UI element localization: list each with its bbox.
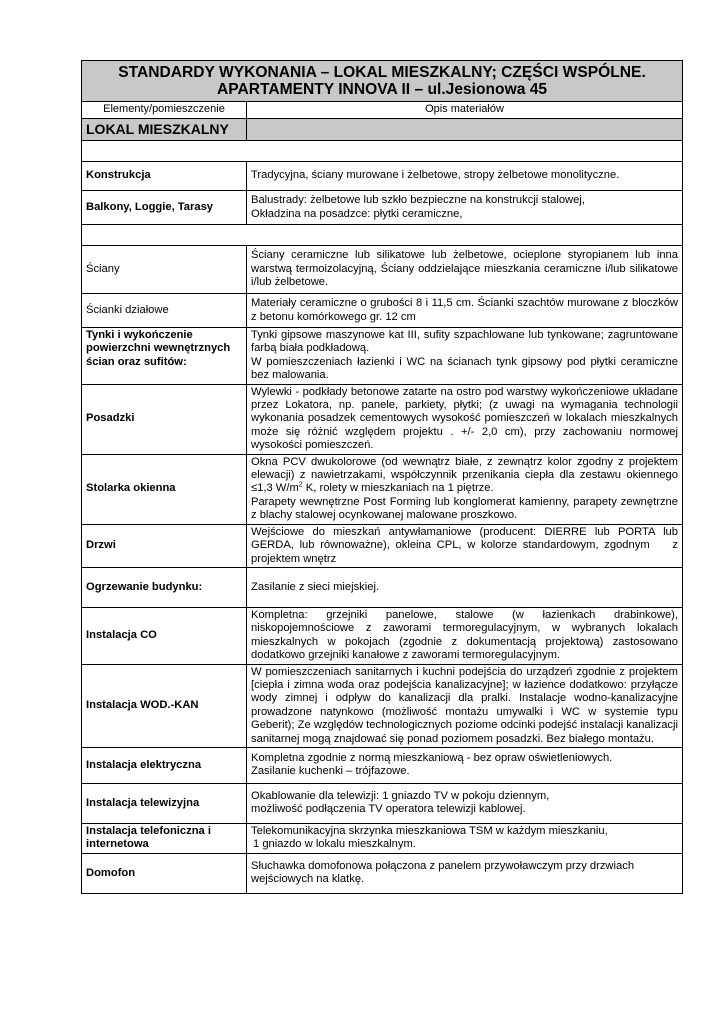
row-drzwi — [82, 524, 683, 567]
column-header-description: Opis materiałów — [247, 102, 683, 119]
row-description: Okablowanie dla telewizji: 1 gniazdo TV w pokoju dziennym, możliwość podłączenia TV operatora telewizji kablowej. — [247, 783, 683, 823]
row-description: W pomieszczeniach sanitarnych i kuchni podejścia do urządzeń zgodnie z projektem [ciepła i zimna woda oraz podejścia kanalizacyjne]; w łazience dodatkowo: przyłącze wody zimnej i odpływ do kanalizacji dla pralki. Instalacje wodno-kanalizacyjne prowadzone natynkowo (możliwość montażu umywalki i WC w systemie typu Geberit); Ze względów technologicznych poziome odcinki podejść instalacji kanalizacji sanitarnej mogą znajdować się ponad poziomem posadzki. Bez białego montażu. — [247, 664, 683, 747]
row-description: Telekomunikacyjna skrzynka mieszkaniowa TSM w każdym mieszkaniu, 1 gniazdo w lokalu mieszkalnym. — [247, 823, 683, 853]
blank-row — [82, 141, 683, 162]
row-description: Materiały ceramiczne o grubości 8 i 11,5 cm. Ścianki szachtów murowane z bloczków z betonu komórkowego gr. 12 cm — [247, 294, 683, 328]
row-description: Wejściowe do mieszkań antywłamaniowe (producent: DIERRE lub PORTA lub GERDA, lub równoważne), okleina CPL, w kolorze standardowym, zgodnym z projektem wnętrz — [247, 524, 683, 567]
row-label: Balkony, Loggie, Tarasy — [82, 191, 247, 225]
row-instalacja-co — [82, 607, 683, 664]
row-ogrzewanie — [82, 567, 683, 607]
row-tynki — [82, 328, 683, 385]
row-label: Tynki i wykończenie powierzchni wewnętrznych ścian oraz sufitów: — [82, 328, 247, 385]
title-line-2: APARTAMENTY INNOVA II – ul.Jesionowa 45 — [216, 81, 548, 98]
row-label: Instalacja telewizyjna — [82, 783, 247, 823]
row-description: Ściany ceramiczne lub silikatowe lub żelbetowe, ocieplone styropianem lub inna warstwą termoizolacyjną, Ściany oddzielające mieszkania ceramiczne i/lub silikatowe i/lub żelbetowe. — [247, 246, 683, 294]
row-label: Drzwi — [82, 524, 247, 567]
row-description: Kompletna: grzejniki panelowe, stalowe (w łazienkach drabinkowe), niskopojemnościowe z zaworami termoregulacyjnym, w wybranych lokalach mieszkalnych w pokojach (zgodnie z dokumentacją projektową) zastosowano dodatkowo grzejniki kanałowe z zaworami termoregulacyjnym. — [247, 607, 683, 664]
document-title — [82, 61, 683, 102]
row-instalacja-telefoniczna — [82, 823, 683, 853]
row-description: Zasilanie z sieci miejskiej. — [247, 567, 683, 607]
row-instalacja-wod-kan — [82, 664, 683, 747]
row-description: Okna PCV dwukolorowe (od wewnątrz białe, z zewnątrz kolor zgodny z projektem elewacji) z nawietrzakami, współczynnik przenikania ciepła dla zestawu okiennego ≤1,3 $W/m^2$ K, rolety w mieszkaniach na 1 piętrze. Parapety wewnętrzne Post Forming lub konglomerat kamienny, parapety zewnętrzne z blachy stalowej ocynkowanej malowane proszkowo. — [247, 454, 683, 524]
row-balkony — [82, 191, 683, 225]
row-label: Stolarka okienna — [82, 454, 247, 524]
row-label: Instalacja telefoniczna i internetowa — [82, 823, 247, 853]
row-label: Ściany — [82, 246, 247, 294]
row-instalacja-telewizyjna — [82, 783, 683, 823]
row-domofon — [82, 853, 683, 893]
row-label: Konstrukcja — [82, 162, 247, 191]
row-label: Instalacja WOD.-KAN — [82, 664, 247, 747]
row-konstrukcja — [82, 162, 683, 191]
title-line-1: STANDARDY WYKONANIA – LOKAL MIESZKALNY; CZĘŚCI WSPÓLNE. — [118, 64, 646, 81]
row-label: Domofon — [82, 853, 247, 893]
row-description: Tynki gipsowe maszynowe kat III, sufity szpachlowane lub tynkowane; zagruntowane farbą biała podkładową. W pomieszczeniach łazienki i WC na ścianach tynk gipsowy pod płytki ceramiczne bez malowania. — [247, 328, 683, 385]
column-header-row — [82, 102, 683, 119]
blank-row — [82, 225, 683, 246]
column-header-elements: Elementy/pomieszczenie — [82, 102, 247, 119]
row-sciany — [82, 246, 683, 294]
row-description: Balustrady: żelbetowe lub szkło bezpieczne na konstrukcji stalowej, Okładzina na posadzce: płytki ceramiczne, — [247, 191, 683, 225]
row-label: Instalacja elektryczna — [82, 747, 247, 783]
row-label: Ogrzewanie budynku: — [82, 567, 247, 607]
row-label: Posadzki — [82, 384, 247, 454]
row-description: Słuchawka domofonowa połączona z panelem przywoławczym przy drzwiach wejściowych na klatkę. — [247, 853, 683, 893]
row-stolarka-okienna — [82, 454, 683, 524]
title-row — [82, 61, 683, 102]
section-title: LOKAL MIESZKALNY — [82, 119, 247, 141]
row-posadzki — [82, 384, 683, 454]
row-scianki-dzialowe — [82, 294, 683, 328]
row-instalacja-elektryczna — [82, 747, 683, 783]
row-description: Wylewki - podkłady betonowe zatarte na ostro pod warstwy wykończeniowe układane przez Lokatora, np. panele, parkiety, płytki; (z uwagi na wymagania technologii wykonania posadzek cementowych wysokość pomieszczeń w lokalach mieszkalnych może się różnić względem projektu . +/- 2,0 cm), przy zachowaniu normowej wysokości pomieszczeń. — [247, 384, 683, 454]
standards-table — [81, 60, 683, 894]
row-label: Ścianki działowe — [82, 294, 247, 328]
row-description: Kompletna zgodnie z normą mieszkaniową - bez opraw oświetleniowych. Zasilanie kuchenki – trójfazowe. — [247, 747, 683, 783]
section-filler — [247, 119, 683, 141]
section-row — [82, 119, 683, 141]
row-description: Tradycyjna, ściany murowane i żelbetowe, stropy żelbetowe monolityczne. — [247, 162, 683, 191]
row-label: Instalacja CO — [82, 607, 247, 664]
